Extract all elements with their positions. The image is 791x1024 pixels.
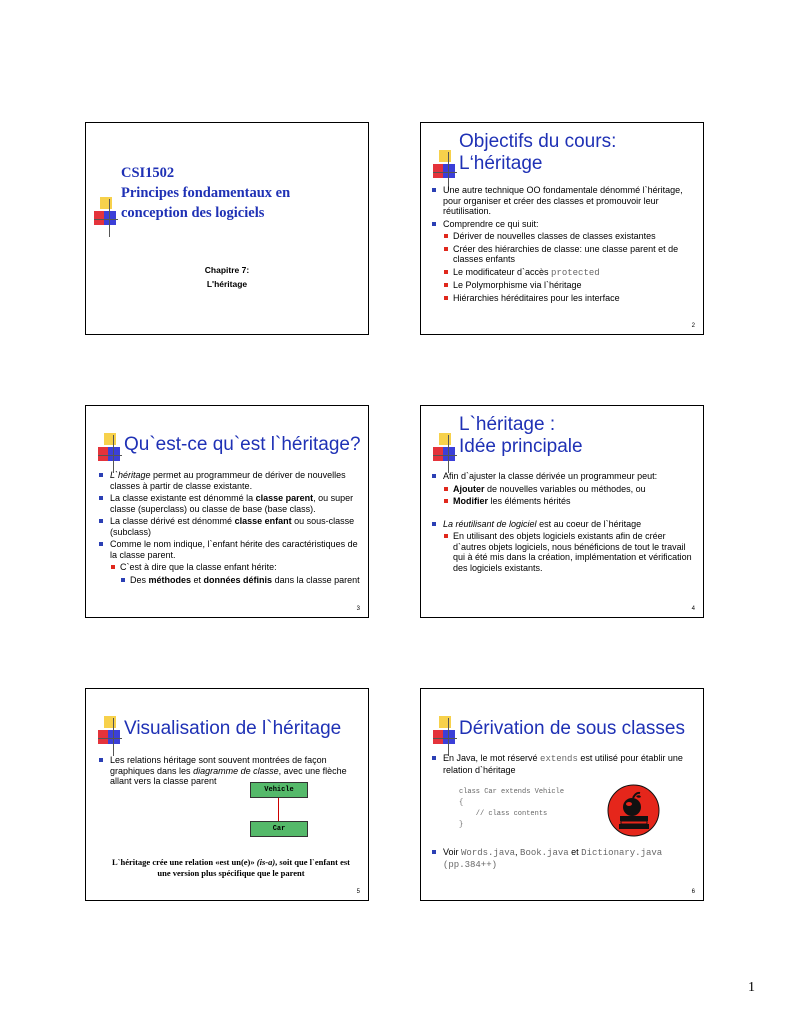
slide-5-caption: L`héritage crée une relation «est un(e)» (is-a), soit que l`enfant est une version plus spécifique que le parent xyxy=(111,857,351,878)
list-item: En utilisant des objets logiciels existants afin de créer d`autres objets logiciels, nous bénéficions de tout le travail qui à été mis dans la création, implémentation et vérification des logiciels existants. xyxy=(443,531,697,573)
slide-6 xyxy=(420,688,704,901)
list-item: Créer des hiérarchies de classe: une classe parent et de classes enfants xyxy=(443,244,697,265)
slide-5 xyxy=(85,688,369,901)
apple-books-icon xyxy=(607,784,660,837)
logo-icon xyxy=(433,150,457,190)
list-item: Le modificateur d`accès protected xyxy=(443,267,697,279)
slide-number: 5 xyxy=(356,889,360,895)
list-item: Une autre technique OO fondamentale dénommé l`héritage, pour organiser et créer des classes et promouvoir leur réutilisation. xyxy=(431,185,697,217)
list-item: Comprendre ce qui suit: Dériver de nouvelles classes de classes existantes Créer des hiérarchies de classe: une classe parent et de classes enfants Le modificateur d`accès protected Le Polymorphisme via l`héritage Hiérarchies héréditaires pour les interface xyxy=(431,219,697,304)
slide-5-title: Visualisation de l`héritage xyxy=(124,718,342,739)
slide-1 xyxy=(85,122,369,335)
uml-box-child: Car xyxy=(250,821,308,837)
slide-4-title: L`héritage : Idée principale xyxy=(459,414,583,457)
list-item: Modifier les éléments hérités xyxy=(443,496,697,507)
logo-icon xyxy=(94,197,118,237)
list-item: La classe existante est dénommé la classe parent, ou super classe (superclass) ou classe de base (base class). xyxy=(98,493,363,514)
slide-2 xyxy=(420,122,704,335)
slide-5-bullets xyxy=(98,755,360,789)
list-item: Les relations héritage sont souvent montrées de façon graphiques dans les diagramme de classe, avec une flèche allant vers la classe parent xyxy=(98,755,360,787)
inheritance-arrow-line xyxy=(278,798,279,821)
slide-3 xyxy=(85,405,369,618)
slide-1-title: CSI1502 Principes fondamentaux en conception des logiciels xyxy=(121,165,291,221)
slide-6-bullets xyxy=(431,753,697,777)
slide-number: 6 xyxy=(691,889,695,895)
list-item: Dériver de nouvelles classes de classes existantes xyxy=(443,231,697,242)
list-item: La réutilisant de logiciel est au coeur de l`héritage En utilisant des objets logiciels existants afin de créer d`autres objets logiciels, nous bénéficions de tout le travail qui à été mis dans la création, implémentation et vérification des logiciels existants. xyxy=(431,519,697,574)
list-item: La classe dérivé est dénommé classe enfant ou sous-classe (subclass) xyxy=(98,516,363,537)
slide-number: 2 xyxy=(691,323,695,329)
slide-3-title: Qu`est-ce qu`est l`héritage? xyxy=(124,434,361,455)
list-item: Comme le nom indique, l`enfant hérite des caractéristiques de la classe parent. C`est à dire que la classe enfant hérite: Des méthodes et données définis dans la classe parent xyxy=(98,539,363,585)
slide-2-bullets xyxy=(431,185,697,305)
logo-icon xyxy=(98,433,122,473)
logo-icon xyxy=(433,433,457,473)
slide-6-title: Dérivation de sous classes xyxy=(459,718,685,739)
slide-3-bullets xyxy=(98,470,363,587)
logo-icon xyxy=(98,716,122,756)
uml-box-parent: Vehicle xyxy=(250,782,308,798)
slide-2-title: Objectifs du cours: L‘héritage xyxy=(459,131,617,174)
slide-number: 3 xyxy=(356,606,360,612)
page-number: 1 xyxy=(748,980,755,995)
list-item: Voir Words.java, Book.java et Dictionary.java (pp.384++) xyxy=(431,847,697,870)
slide-4 xyxy=(420,405,704,618)
logo-icon xyxy=(433,716,457,756)
list-item: C`est à dire que la classe enfant hérite: Des méthodes et données définis dans la classe parent xyxy=(110,562,363,585)
list-item: Le Polymorphisme via l`héritage xyxy=(443,280,697,291)
slide-4-bullets xyxy=(431,471,697,575)
slide-6-bullets-2 xyxy=(431,847,697,872)
list-item: En Java, le mot réservé extends est utilisé pour établir une relation d`héritage xyxy=(431,753,697,775)
list-item: Des méthodes et données définis dans la classe parent xyxy=(120,575,363,586)
slide-1-chapter: Chapitre 7: L'héritage xyxy=(204,265,250,289)
slide-number: 4 xyxy=(691,606,695,612)
code-sample: class Car extends Vehicle { // class contents } xyxy=(459,788,565,829)
list-item: Hiérarchies héréditaires pour les interface xyxy=(443,293,697,304)
list-item: L`héritage permet au programmeur de dériver de nouvelles classes à partir de classe existante. xyxy=(98,470,363,491)
list-item: Ajouter de nouvelles variables ou méthodes, ou xyxy=(443,484,697,495)
list-item: Afin d`ajuster la classe dérivée un programmeur peut: Ajouter de nouvelles variables ou méthodes, ou Modifier les éléments hérités xyxy=(431,471,697,507)
